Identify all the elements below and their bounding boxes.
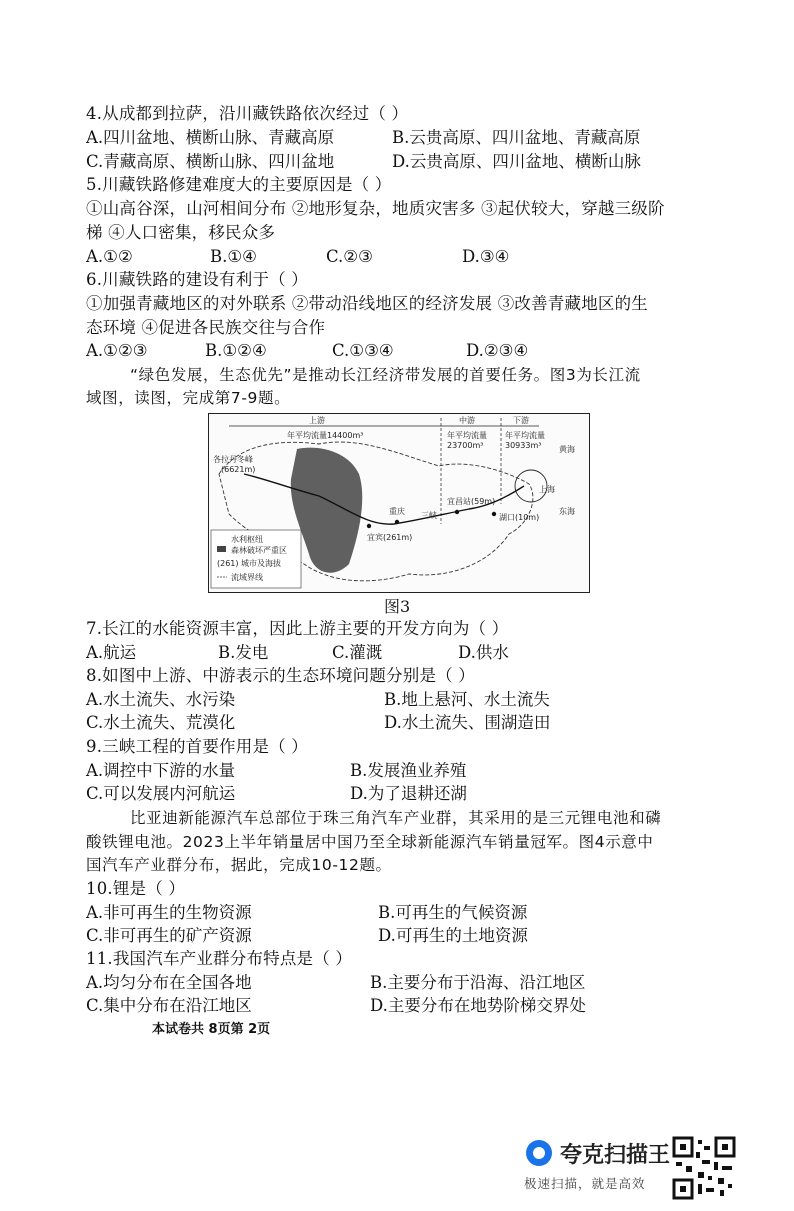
q11-option-d: D.主要分布在地势阶梯交界处 bbox=[370, 996, 586, 1015]
q6-option-a: A.①②③ bbox=[86, 341, 148, 360]
q11-stem: 11.我国汽车产业群分布特点是（ ） bbox=[86, 949, 353, 968]
peak-label: 各拉丹冬峰 bbox=[213, 455, 253, 464]
forest-damage-area bbox=[291, 448, 362, 573]
q4-option-b: B.云贵高原、四川盆地、青藏高原 bbox=[392, 128, 641, 147]
peak-elevation: (6621m) bbox=[221, 465, 256, 474]
city-yichang-dot bbox=[455, 510, 459, 514]
label-yellow-sea: 黄海 bbox=[559, 445, 575, 454]
legend-city: (261) 城市及海拔 bbox=[217, 559, 282, 568]
q6-option-d: D.②③④ bbox=[466, 341, 529, 360]
intro-7-9-line1: “绿色发展，生态优先”是推动长江经济带发展的首要任务。图3为长江流 bbox=[130, 366, 641, 384]
q5-stem: 5.川藏铁路修建难度大的主要原因是（ ） bbox=[86, 175, 392, 194]
scanner-title: 夸克扫描王 bbox=[560, 1143, 671, 1168]
label-sanxia: 三峡 bbox=[421, 511, 437, 520]
label-upper: 上游 bbox=[309, 416, 325, 425]
scanner-logo-icon bbox=[526, 1140, 552, 1166]
q4-stem: 4.从成都到拉萨，沿川藏铁路依次经过（ ） bbox=[86, 104, 409, 123]
q6-statements-line2: 态环境 ④促进各民族交往与合作 bbox=[86, 318, 326, 337]
q9-option-a: A.调控中下游的水量 bbox=[86, 761, 236, 780]
q10-stem: 10.锂是（ ） bbox=[86, 879, 186, 898]
q6-statements-line1: ①加强青藏地区的对外联系 ②带动沿线地区的经济发展 ③改善青藏地区的生 bbox=[86, 294, 648, 313]
q6-option-c: C.①③④ bbox=[332, 341, 394, 360]
label-yibin: 宜宾(261m) bbox=[367, 533, 413, 542]
legend-dam: 水利枢纽 bbox=[231, 535, 263, 544]
q8-option-b: B.地上悬河、水土流失 bbox=[384, 690, 550, 709]
q5-option-c: C.②③ bbox=[326, 247, 373, 266]
q9-stem: 9.三峡工程的首要作用是（ ） bbox=[86, 737, 308, 756]
q4-option-a: A.四川盆地、横断山脉、青藏高原 bbox=[86, 128, 335, 147]
intro-7-9-line2: 域图，读图，完成第7-9题。 bbox=[86, 389, 291, 407]
label-chongqing: 重庆 bbox=[389, 507, 405, 516]
q9-option-d: D.为了退耕还湖 bbox=[350, 784, 467, 803]
qr-code-icon bbox=[672, 1136, 736, 1200]
label-middle: 中游 bbox=[459, 416, 475, 425]
q9-option-c: C.可以发展内河航运 bbox=[86, 784, 236, 803]
q6-option-b: B.①②④ bbox=[205, 341, 267, 360]
q5-statements-line2: 梯 ④人口密集，移民众多 bbox=[86, 223, 276, 242]
q7-option-a: A.航运 bbox=[86, 643, 137, 662]
legend-forest: 森林破坏严重区 bbox=[231, 546, 287, 555]
q5-statements-line1: ①山高谷深，山河相间分布 ②地形复杂，地质灾害多 ③起伏较大，穿越三级阶 bbox=[86, 199, 665, 218]
yangtze-basin-map bbox=[208, 413, 590, 593]
q5-option-b: B.①④ bbox=[210, 247, 257, 266]
q11-option-c: C.集中分布在沿江地区 bbox=[86, 996, 252, 1015]
q8-option-c: C.水土流失、荒漠化 bbox=[86, 713, 236, 732]
label-lower: 下游 bbox=[513, 416, 529, 425]
flow-middle-2: 23700m³ bbox=[447, 441, 484, 450]
label-yichang: 宜昌站(59m) bbox=[447, 497, 496, 506]
q11-option-b: B.主要分布于沿海、沿江地区 bbox=[370, 973, 586, 992]
q5-option-d: D.③④ bbox=[462, 247, 510, 266]
q10-option-d: D.可再生的土地资源 bbox=[378, 926, 528, 945]
label-hukou: 湖口(10m) bbox=[499, 513, 540, 522]
legend-forest-swatch bbox=[217, 546, 226, 552]
figure-caption: 图3 bbox=[384, 597, 411, 616]
map-graphic bbox=[209, 414, 589, 592]
q7-stem: 7.长江的水能资源丰富，因此上游主要的开发方向为（ ） bbox=[86, 619, 509, 638]
q7-option-b: B.发电 bbox=[218, 643, 269, 662]
intro-10-12-line1: 比亚迪新能源汽车总部位于珠三角汽车产业群，其采用的是三元锂电池和磷 bbox=[130, 809, 662, 827]
legend-boundary: 流域界线 bbox=[231, 573, 263, 582]
q8-option-a: A.水土流失、水污染 bbox=[86, 690, 236, 709]
q7-option-d: D.供水 bbox=[458, 643, 509, 662]
q8-option-d: D.水土流失、围湖造田 bbox=[384, 713, 551, 732]
scanner-subtitle: 极速扫描，就是高效 bbox=[524, 1176, 646, 1191]
flow-upper: 年平均流量14400m³ bbox=[287, 431, 364, 440]
q10-option-b: B.可再生的气候资源 bbox=[378, 903, 528, 922]
intro-10-12-line2: 酸铁锂电池。2023上半年销量居中国乃至全球新能源汽车销量冠军。图4示意中 bbox=[86, 833, 654, 851]
city-chongqing-dot bbox=[395, 520, 399, 524]
page-footer: 本试卷共 8页第 2页 bbox=[152, 1022, 271, 1037]
q4-option-c: C.青藏高原、横断山脉、四川盆地 bbox=[86, 152, 335, 171]
city-yibin-dot bbox=[367, 524, 371, 528]
q7-option-c: C.灌溉 bbox=[332, 643, 383, 662]
scanner-watermark bbox=[520, 1136, 740, 1202]
flow-lower-1: 年平均流量 bbox=[505, 431, 545, 440]
q11-option-a: A.均匀分布在全国各地 bbox=[86, 973, 252, 992]
flow-middle-1: 年平均流量 bbox=[447, 431, 487, 440]
q4-option-d: D.云贵高原、四川盆地、横断山脉 bbox=[392, 152, 641, 171]
q10-option-c: C.非可再生的矿产资源 bbox=[86, 926, 252, 945]
q5-option-a: A.①② bbox=[86, 247, 133, 266]
intro-10-12-line3: 国汽车产业群分布，据此，完成10-12题。 bbox=[86, 856, 392, 874]
flow-lower-2: 30933m³ bbox=[505, 441, 542, 450]
q9-option-b: B.发展渔业养殖 bbox=[350, 761, 467, 780]
city-hukou-dot bbox=[492, 512, 496, 516]
label-east-sea: 东海 bbox=[559, 507, 575, 516]
q6-stem: 6.川藏铁路的建设有利于（ ） bbox=[86, 270, 308, 289]
label-shanghai: 上海 bbox=[539, 485, 555, 494]
q10-option-a: A.非可再生的生物资源 bbox=[86, 903, 252, 922]
q8-stem: 8.如图中上游、中游表示的生态环境问题分别是（ ） bbox=[86, 666, 475, 685]
